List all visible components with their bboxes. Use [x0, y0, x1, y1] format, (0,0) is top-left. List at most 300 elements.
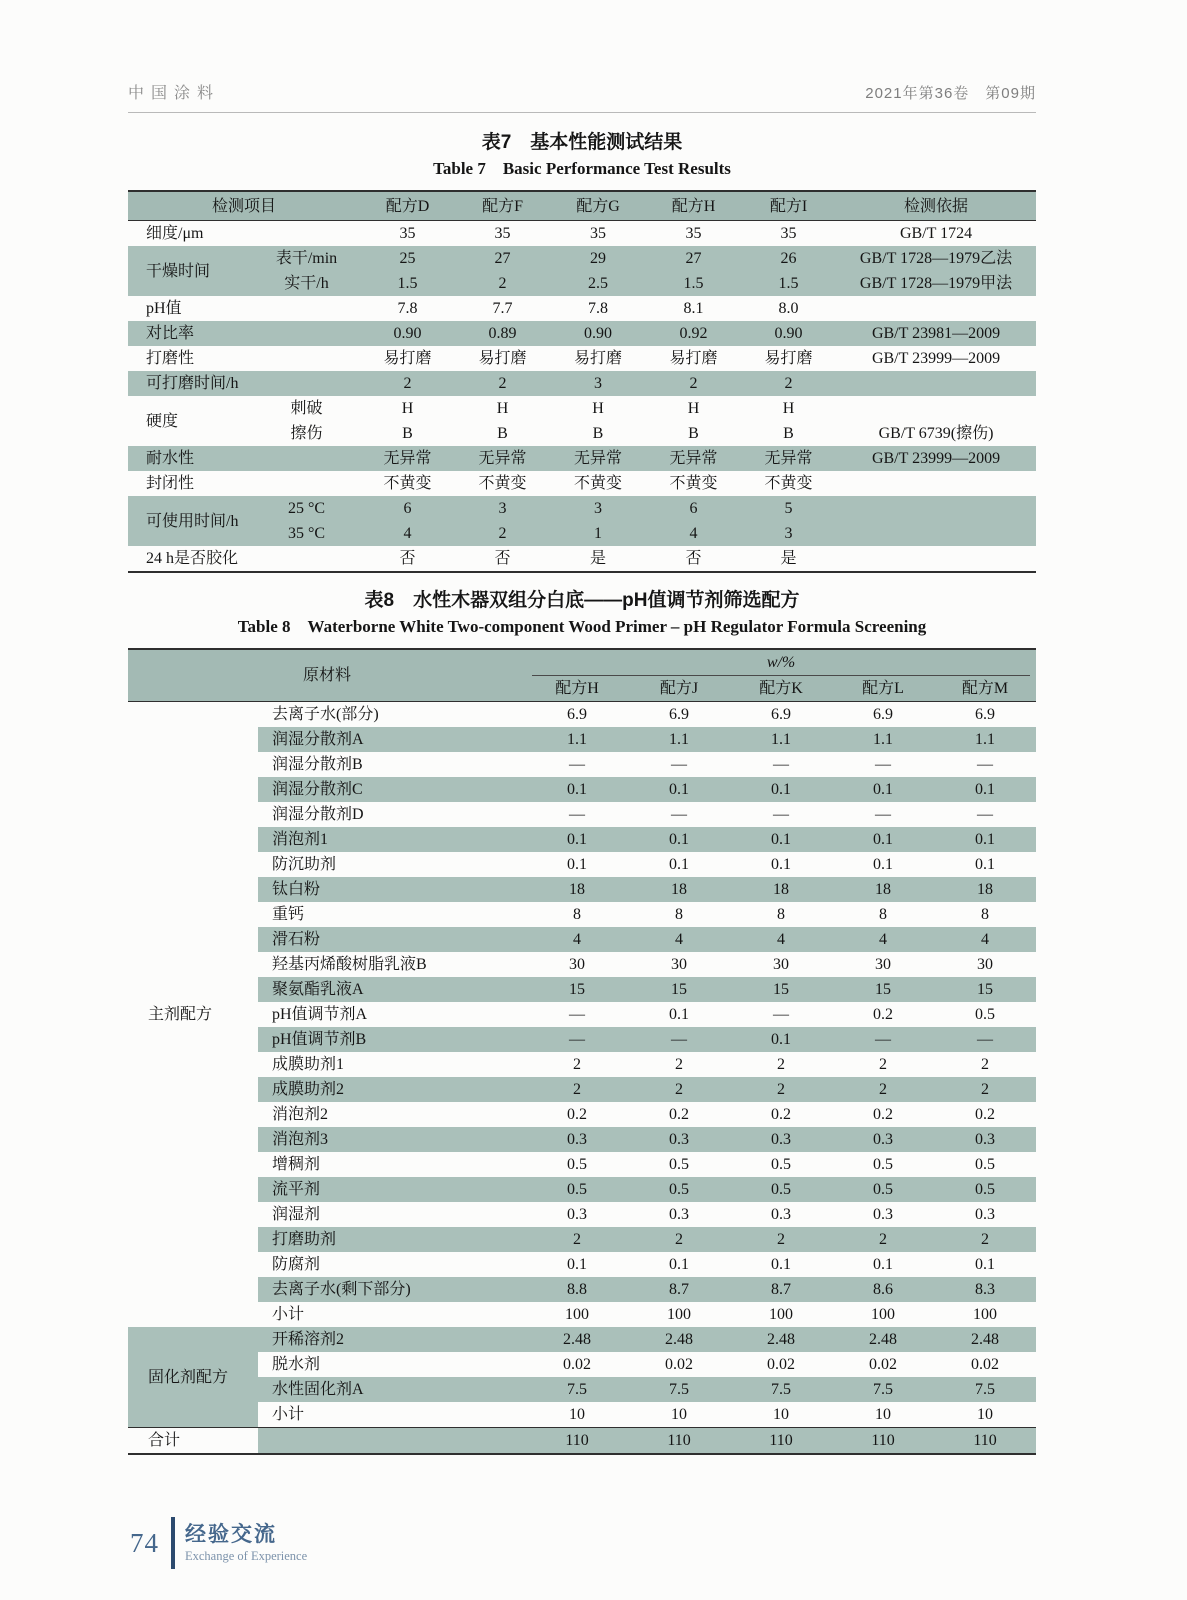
table8-row	[128, 977, 1036, 1002]
value-cell: 30	[977, 956, 994, 973]
value-cell: 是	[780, 550, 797, 567]
value-cell: 0.02	[971, 1356, 1000, 1373]
value-cell: 10	[773, 1406, 790, 1423]
value-cell: 不黄变	[669, 475, 718, 492]
column-header-item: 检测项目	[128, 191, 360, 221]
column-header-formula: 配方D	[360, 191, 455, 221]
material-column-header: 原材料	[128, 649, 526, 702]
table8-row	[128, 1177, 1036, 1202]
material-cell: 消泡剂2	[272, 1106, 329, 1123]
table7-title-en: Table 7 Basic Performance Test Results	[433, 159, 731, 178]
value-cell: 7.5	[730, 1377, 832, 1402]
value-cell: 2	[455, 371, 550, 396]
material-cell: 开稀溶剂2	[258, 1327, 526, 1352]
value-cell: 易打磨	[764, 350, 813, 367]
value-cell: 1.1	[628, 727, 730, 752]
value-cell: 0.02	[869, 1356, 898, 1373]
column-header-basis: 检测依据	[836, 191, 1036, 221]
sub-label-cell: 表干/min	[253, 246, 360, 271]
value-cell: 110	[730, 1428, 832, 1455]
basis-cell: GB/T 1728—1979乙法	[836, 246, 1036, 271]
value-cell: 30	[875, 956, 892, 973]
value-cell: 不黄变	[478, 475, 527, 492]
value-cell: B	[592, 425, 604, 442]
value-cell: 6.9	[873, 706, 894, 723]
value-cell: 1.1	[832, 727, 934, 752]
value-cell: 0.5	[934, 1177, 1036, 1202]
item-label-cell: 打磨性	[146, 350, 195, 367]
material-cell: 润湿分散剂B	[272, 756, 363, 773]
value-cell: 0.1	[669, 1256, 690, 1273]
value-cell: H	[401, 400, 414, 417]
item-label-cell: 封闭性	[146, 475, 195, 492]
value-cell: 0.1	[873, 856, 894, 873]
footer-divider-bar	[171, 1517, 175, 1569]
value-cell: 1.5	[360, 271, 455, 296]
item-label-cell: 24 h是否胶化	[146, 550, 239, 567]
value-cell: 2	[934, 1227, 1036, 1252]
value-cell: 0.1	[975, 1256, 996, 1273]
value-cell: 不黄变	[574, 475, 623, 492]
value-cell: 0.1	[628, 777, 730, 802]
value-cell: 4	[934, 927, 1036, 952]
value-cell: 15	[526, 977, 628, 1002]
value-cell: 8	[981, 906, 990, 923]
value-cell: 100	[973, 1306, 998, 1323]
value-cell: 不黄变	[764, 475, 813, 492]
value-cell: 8.3	[934, 1277, 1036, 1302]
material-cell: 润湿剂	[272, 1206, 321, 1223]
column-header-formula: 配方K	[730, 676, 832, 702]
value-cell: 2	[675, 1056, 684, 1073]
value-cell: 2	[646, 371, 741, 396]
value-cell: —	[773, 756, 790, 773]
value-cell: 6.9	[669, 706, 690, 723]
value-cell: 0.2	[873, 1006, 894, 1023]
value-cell: 0.3	[669, 1206, 690, 1223]
sub-label-cell: 35 °C	[253, 521, 360, 546]
table8-row	[128, 1202, 1036, 1227]
value-cell: 易打磨	[383, 350, 432, 367]
table8-row	[128, 1102, 1036, 1127]
value-cell: 100	[565, 1306, 590, 1323]
value-cell: 0.1	[526, 827, 628, 852]
value-cell: B	[688, 425, 699, 442]
value-cell: 5	[741, 496, 836, 521]
value-cell: 0.2	[873, 1106, 894, 1123]
value-cell: 7.7	[492, 300, 513, 317]
table8-row	[128, 727, 1036, 752]
value-cell: 4	[628, 927, 730, 952]
value-cell: 易打磨	[478, 350, 527, 367]
footer-section-en: Exchange of Experience	[185, 1548, 308, 1563]
value-cell: 7.5	[832, 1377, 934, 1402]
value-cell: 7.5	[628, 1377, 730, 1402]
value-cell: 18	[730, 877, 832, 902]
table7-row	[128, 521, 1036, 546]
item-label-cell: 对比率	[128, 321, 360, 346]
value-cell: 4	[646, 521, 741, 546]
value-cell: 1.5	[741, 271, 836, 296]
material-cell: 脱水剂	[272, 1356, 321, 1373]
value-cell: 10	[569, 1406, 586, 1423]
value-cell: 易打磨	[574, 350, 623, 367]
value-cell: 0.3	[934, 1127, 1036, 1152]
value-cell: 27	[455, 246, 550, 271]
value-cell: B	[402, 425, 413, 442]
table8-row	[128, 927, 1036, 952]
table8-total-row	[128, 1428, 1036, 1455]
item-label-cell: 干燥时间	[128, 246, 253, 296]
value-cell: 0.3	[730, 1127, 832, 1152]
table8-row	[128, 877, 1036, 902]
basis-cell	[836, 496, 1036, 521]
value-cell: 0.5	[975, 1156, 996, 1173]
column-header-formula: 配方I	[741, 191, 836, 221]
material-cell: 防沉助剂	[272, 856, 337, 873]
value-cell: 0.1	[669, 856, 690, 873]
material-cell: pH值调节剂B	[258, 1027, 526, 1052]
table7-row	[128, 496, 1036, 521]
value-cell: —	[773, 1006, 790, 1023]
total-label-cell: 合计	[128, 1428, 258, 1455]
material-cell: 成膜助剂2	[258, 1077, 526, 1102]
table8-row	[128, 1227, 1036, 1252]
value-cell: 2.48	[628, 1327, 730, 1352]
table7-row	[128, 471, 1036, 496]
table8-row	[128, 852, 1036, 877]
column-header-formula: 配方L	[832, 676, 934, 702]
value-cell: 是	[590, 550, 607, 567]
value-cell: 0.2	[567, 1106, 588, 1123]
value-cell: H	[592, 400, 604, 417]
table7-header-row	[128, 191, 1036, 221]
value-cell: —	[934, 1027, 1036, 1052]
value-cell: 0.1	[832, 827, 934, 852]
issue-info: 2021年第36卷 第09期	[865, 85, 1036, 102]
value-cell: 1.1	[730, 727, 832, 752]
material-cell: 小计	[272, 1306, 305, 1323]
material-cell: 成膜助剂1	[272, 1056, 345, 1073]
value-cell: 10	[875, 1406, 892, 1423]
value-cell: 3	[741, 521, 836, 546]
value-cell: 0.1	[567, 856, 588, 873]
value-cell: 15	[628, 977, 730, 1002]
value-cell: 110	[832, 1428, 934, 1455]
basis-cell	[836, 471, 1036, 496]
value-cell: 0.1	[567, 1256, 588, 1273]
table8-row	[128, 702, 1036, 728]
material-cell: 消泡剂3	[258, 1127, 526, 1152]
value-cell: 2	[777, 1056, 786, 1073]
value-cell: 6	[646, 496, 741, 521]
value-cell: 0.2	[669, 1106, 690, 1123]
value-cell: 2.48	[730, 1327, 832, 1352]
value-cell: 2	[573, 1056, 582, 1073]
value-cell: 35	[494, 225, 511, 242]
value-cell: 6	[360, 496, 455, 521]
value-cell: —	[875, 756, 892, 773]
table8-ph-regulator-screening	[128, 648, 1036, 1455]
value-cell: 0.1	[873, 1256, 894, 1273]
value-cell: 7.5	[934, 1377, 1036, 1402]
value-cell: —	[773, 806, 790, 823]
table8-row	[128, 777, 1036, 802]
value-cell: 100	[667, 1306, 692, 1323]
value-cell: 2	[526, 1227, 628, 1252]
value-cell: 4	[730, 927, 832, 952]
value-cell: 0.5	[526, 1177, 628, 1202]
value-cell: 4	[832, 927, 934, 952]
value-cell: 2	[526, 1077, 628, 1102]
value-cell: 无异常	[741, 446, 836, 471]
value-cell: 0.1	[730, 777, 832, 802]
value-cell: 30	[773, 956, 790, 973]
value-cell: 无异常	[550, 446, 646, 471]
value-cell: 2	[455, 271, 550, 296]
value-cell: 1.1	[934, 727, 1036, 752]
value-cell: —	[628, 1027, 730, 1052]
value-cell: 否	[494, 550, 511, 567]
value-cell: 否	[685, 550, 702, 567]
value-cell: 0.90	[550, 321, 646, 346]
value-cell: 35	[590, 225, 607, 242]
basis-cell	[836, 521, 1036, 546]
value-cell: 0.5	[873, 1156, 894, 1173]
value-cell: 1.1	[526, 727, 628, 752]
value-cell: 10	[671, 1406, 688, 1423]
value-cell: —	[875, 806, 892, 823]
material-cell: 滑石粉	[258, 927, 526, 952]
value-cell: 10	[977, 1406, 994, 1423]
column-header-formula: 配方F	[455, 191, 550, 221]
table7-row	[128, 421, 1036, 446]
item-label-cell: 硬度	[146, 412, 179, 430]
table8-header-row-1	[128, 649, 1036, 676]
table8-row	[128, 1002, 1036, 1027]
column-header-formula: 配方M	[934, 676, 1036, 702]
value-cell: 无异常	[360, 446, 455, 471]
value-cell: 0.1	[730, 1027, 832, 1052]
value-cell: 0.1	[832, 777, 934, 802]
value-cell: 0.3	[832, 1127, 934, 1152]
table7-title-cn: 表7 基本性能测试结果	[481, 132, 683, 153]
value-cell: 100	[871, 1306, 896, 1323]
value-cell: 2	[455, 521, 550, 546]
value-cell: 8.7	[628, 1277, 730, 1302]
weight-percent-label: w/%	[532, 650, 1030, 676]
value-cell: 0.1	[730, 827, 832, 852]
value-cell: 2	[730, 1227, 832, 1252]
page-number: 74	[130, 1527, 159, 1558]
table8-row	[128, 1377, 1036, 1402]
value-cell: 2	[360, 371, 455, 396]
value-cell: —	[569, 756, 586, 773]
material-cell: 水性固化剂A	[258, 1377, 526, 1402]
value-cell: 1.5	[646, 271, 741, 296]
group-label-cell: 主剂配方	[148, 1006, 213, 1023]
value-cell: 0.2	[771, 1106, 792, 1123]
table7-row	[128, 246, 1036, 271]
material-cell: 润湿分散剂C	[258, 777, 526, 802]
table7-row	[128, 296, 1036, 321]
value-cell: 易打磨	[669, 350, 718, 367]
value-cell: —	[671, 756, 688, 773]
item-label-cell: 可打磨时间/h	[128, 371, 360, 396]
value-cell: 6.9	[975, 706, 996, 723]
material-cell: 打磨助剂	[258, 1227, 526, 1252]
value-cell: 35	[780, 225, 797, 242]
item-label-cell: pH值	[146, 300, 182, 317]
basis-cell: GB/T 6739(擦伤)	[878, 425, 994, 442]
value-cell: 0.92	[646, 321, 741, 346]
value-cell: 2.48	[934, 1327, 1036, 1352]
value-cell: 0.1	[934, 777, 1036, 802]
weight-percent-header	[526, 649, 1036, 676]
journal-name: 中国涂料	[128, 85, 221, 102]
column-header-formula: 配方H	[646, 191, 741, 221]
table7-header	[128, 191, 1036, 221]
value-cell: 8	[573, 906, 582, 923]
value-cell: 0.1	[934, 827, 1036, 852]
value-cell: 2	[628, 1227, 730, 1252]
value-cell: 35	[399, 225, 416, 242]
value-cell: 2.48	[832, 1327, 934, 1352]
value-cell: 1	[550, 521, 646, 546]
value-cell: 30	[569, 956, 586, 973]
table8-row	[128, 1277, 1036, 1302]
material-cell	[258, 1428, 526, 1455]
material-cell: 羟基丙烯酸树脂乳液B	[272, 956, 427, 973]
value-cell: H	[687, 400, 700, 417]
table7-row	[128, 346, 1036, 371]
table7-row	[128, 321, 1036, 346]
value-cell: 8.8	[526, 1277, 628, 1302]
value-cell: 2.48	[526, 1327, 628, 1352]
value-cell: 2	[879, 1056, 888, 1073]
value-cell: 6.9	[567, 706, 588, 723]
table8-row	[128, 1327, 1036, 1352]
value-cell: 110	[628, 1428, 730, 1455]
material-cell: pH值调节剂A	[272, 1006, 368, 1023]
material-cell: 钛白粉	[258, 877, 526, 902]
value-cell: —	[526, 1027, 628, 1052]
value-cell: 0.1	[771, 856, 792, 873]
column-header-formula: 配方J	[628, 676, 730, 702]
value-cell: 25	[360, 246, 455, 271]
value-cell: 2	[628, 1077, 730, 1102]
material-cell: 消泡剂1	[258, 827, 526, 852]
value-cell: 2.5	[550, 271, 646, 296]
table8-row	[128, 1077, 1036, 1102]
value-cell: 2	[832, 1077, 934, 1102]
value-cell: 0.02	[563, 1356, 592, 1373]
table8-row	[128, 1152, 1036, 1177]
value-cell: 15	[730, 977, 832, 1002]
value-cell: 0.3	[771, 1206, 792, 1223]
value-cell: —	[569, 1006, 586, 1023]
basis-cell: GB/T 23999—2009	[871, 350, 1001, 367]
basis-cell: GB/T 1728—1979甲法	[836, 271, 1036, 296]
value-cell: 18	[526, 877, 628, 902]
table7-row	[128, 446, 1036, 471]
material-cell: 聚氨酯乳液A	[258, 977, 526, 1002]
basis-cell	[836, 396, 1036, 421]
column-header-formula: 配方G	[550, 191, 646, 221]
table7-row	[128, 221, 1036, 247]
value-cell: 0.90	[741, 321, 836, 346]
basis-cell	[836, 296, 1036, 321]
value-cell: 4	[526, 927, 628, 952]
value-cell: 4	[360, 521, 455, 546]
value-cell: 8.0	[778, 300, 799, 317]
value-cell: 18	[832, 877, 934, 902]
value-cell: 0.2	[975, 1106, 996, 1123]
footer-section	[185, 1522, 307, 1565]
sub-label-cell: 擦伤	[290, 425, 323, 442]
value-cell: H	[782, 400, 795, 417]
value-cell: 29	[550, 246, 646, 271]
table8-row	[128, 1252, 1036, 1277]
value-cell: 0.89	[455, 321, 550, 346]
value-cell: —	[569, 806, 586, 823]
value-cell: 0.02	[665, 1356, 694, 1373]
table8-row	[128, 1052, 1036, 1077]
running-head	[128, 0, 1036, 113]
value-cell: 不黄变	[383, 475, 432, 492]
value-cell: 0.5	[771, 1156, 792, 1173]
value-cell: 3	[550, 496, 646, 521]
value-cell: 0.3	[975, 1206, 996, 1223]
basis-cell: GB/T 1724	[899, 225, 973, 242]
value-cell: 26	[741, 246, 836, 271]
value-cell: 0.3	[628, 1127, 730, 1152]
table8-row	[128, 1402, 1036, 1428]
table8-header	[128, 649, 1036, 702]
basis-cell	[836, 546, 1036, 572]
value-cell: 0.1	[975, 856, 996, 873]
value-cell: 2	[981, 1056, 990, 1073]
value-cell: 7.8	[397, 300, 418, 317]
table8-title-en: Table 8 Waterborne White Two-component Wood Primer – pH Regulator Formula Screening	[237, 617, 927, 636]
material-cell: 重钙	[272, 906, 305, 923]
value-cell: —	[671, 806, 688, 823]
table8-title-cn: 表8 水性木器双组分白底——pH值调节剂筛选配方	[364, 590, 800, 611]
value-cell: 2	[832, 1227, 934, 1252]
table8-row	[128, 952, 1036, 977]
value-cell: 2	[741, 371, 836, 396]
value-cell: 110	[526, 1428, 628, 1455]
value-cell: 100	[769, 1306, 794, 1323]
table8-row	[128, 827, 1036, 852]
item-label-cell: 可使用时间/h	[128, 496, 253, 546]
table8-row	[128, 1027, 1036, 1052]
value-cell: H	[496, 400, 509, 417]
value-cell: 2	[934, 1077, 1036, 1102]
material-cell: 润湿分散剂A	[258, 727, 526, 752]
table8-row	[128, 752, 1036, 777]
value-cell: 0.1	[669, 1006, 690, 1023]
sub-label-cell: 刺破	[290, 400, 323, 417]
value-cell: 8	[675, 906, 684, 923]
value-cell: 0.5	[628, 1177, 730, 1202]
material-cell: 流平剂	[258, 1177, 526, 1202]
value-cell: 8.1	[683, 300, 704, 317]
table8-row	[128, 902, 1036, 927]
footer-section-cn: 经验交流	[185, 1522, 277, 1546]
table8-row	[128, 802, 1036, 827]
basis-cell: GB/T 23999—2009	[836, 446, 1036, 471]
